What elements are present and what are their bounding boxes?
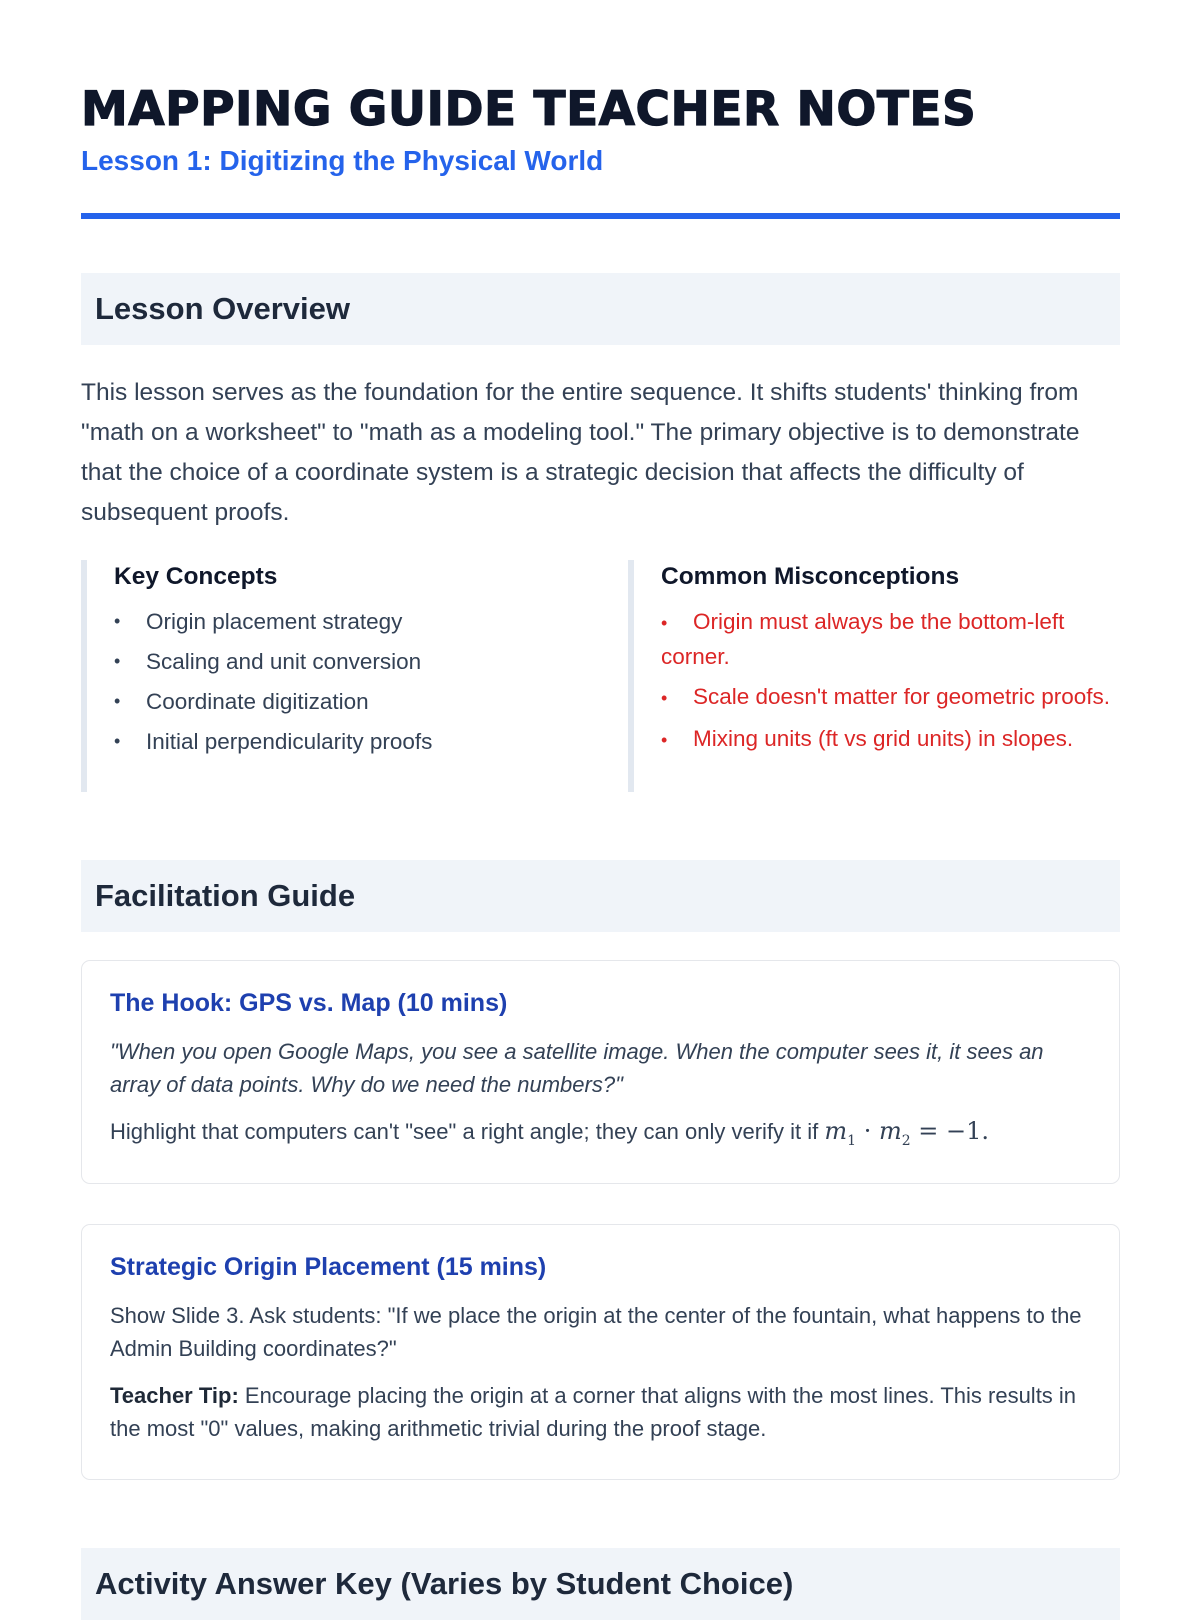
misconception-text: Origin must always be the bottom-left corner. xyxy=(661,609,1065,669)
hook-title: The Hook: GPS vs. Map (10 mins) xyxy=(110,989,508,1017)
section-header-overview xyxy=(81,273,1120,345)
list-item: • Coordinate digitization xyxy=(114,685,601,718)
origin-placement-card xyxy=(81,1224,1120,1480)
misconception-text: Scale doesn't matter for geometric proofs. xyxy=(693,684,1110,709)
teacher-tip-text: Encourage placing the origin at a corner that aligns with the most lines. This results in the most "0" values, making arithmetic trivial during the proof stage. xyxy=(110,1383,1077,1441)
section-heading: Lesson Overview xyxy=(95,291,351,326)
bullet-icon: • xyxy=(661,688,668,708)
document-subtitle: Lesson 1: Digitizing the Physical World xyxy=(81,145,604,176)
key-concepts-heading: Key Concepts xyxy=(114,563,278,590)
section-heading: Facilitation Guide xyxy=(95,878,356,913)
list-item: • Initial perpendicularity proofs xyxy=(114,725,601,758)
list-item xyxy=(661,680,1120,715)
teacher-tip-label: Teacher Tip: xyxy=(110,1383,239,1408)
hook-card xyxy=(81,960,1120,1184)
section-header-answer-key xyxy=(81,1548,1120,1620)
hook-note xyxy=(110,1115,1091,1158)
hook-note-text: Highlight that computers can't "see" a right angle; they can only verify it if xyxy=(110,1119,825,1144)
teacher-tip xyxy=(110,1379,1091,1445)
key-concepts-panel xyxy=(81,560,601,792)
hook-quote: "When you open Google Maps, you see a satellite image. When the computer sees it, it sees an array of data points. Why do we need the numbers?" xyxy=(110,1039,1044,1097)
section-heading: Activity Answer Key (Varies by Student Choice) xyxy=(95,1566,794,1601)
origin-prompt: Show Slide 3. Ask students: "If we place the origin at the center of the fountain, what happens to the Admin Building coordinates?" xyxy=(110,1303,1082,1361)
title-divider xyxy=(81,213,1120,219)
bullet-icon: • xyxy=(661,613,668,633)
section-header-facilitation xyxy=(81,860,1120,932)
slope-formula: $m_1 \cdot m_2 = -1$. xyxy=(824,1117,990,1149)
bullet-icon: • xyxy=(661,730,668,750)
list-item xyxy=(661,605,1120,673)
misconceptions-panel xyxy=(628,560,1120,792)
misconceptions-list xyxy=(661,605,1120,757)
list-item: • Origin placement strategy xyxy=(114,605,601,638)
list-item: • Scaling and unit conversion xyxy=(114,645,601,678)
list-item xyxy=(661,722,1120,757)
misconceptions-heading: Common Misconceptions xyxy=(661,563,960,590)
document-title: MAPPING GUIDE TEACHER NOTES xyxy=(81,82,977,137)
origin-title: Strategic Origin Placement (15 mins) xyxy=(110,1253,547,1281)
key-concepts-list xyxy=(114,605,601,758)
overview-paragraph: This lesson serves as the foundation for the entire sequence. It shifts students' thinking from "math on a worksheet" to "math as a modeling tool." The primary objective is to demonstrate that the choice of a coordinate system is a strategic decision that affects the difficulty of subsequent proofs. xyxy=(81,379,1080,526)
misconception-text: Mixing units (ft vs grid units) in slopes. xyxy=(693,726,1074,751)
